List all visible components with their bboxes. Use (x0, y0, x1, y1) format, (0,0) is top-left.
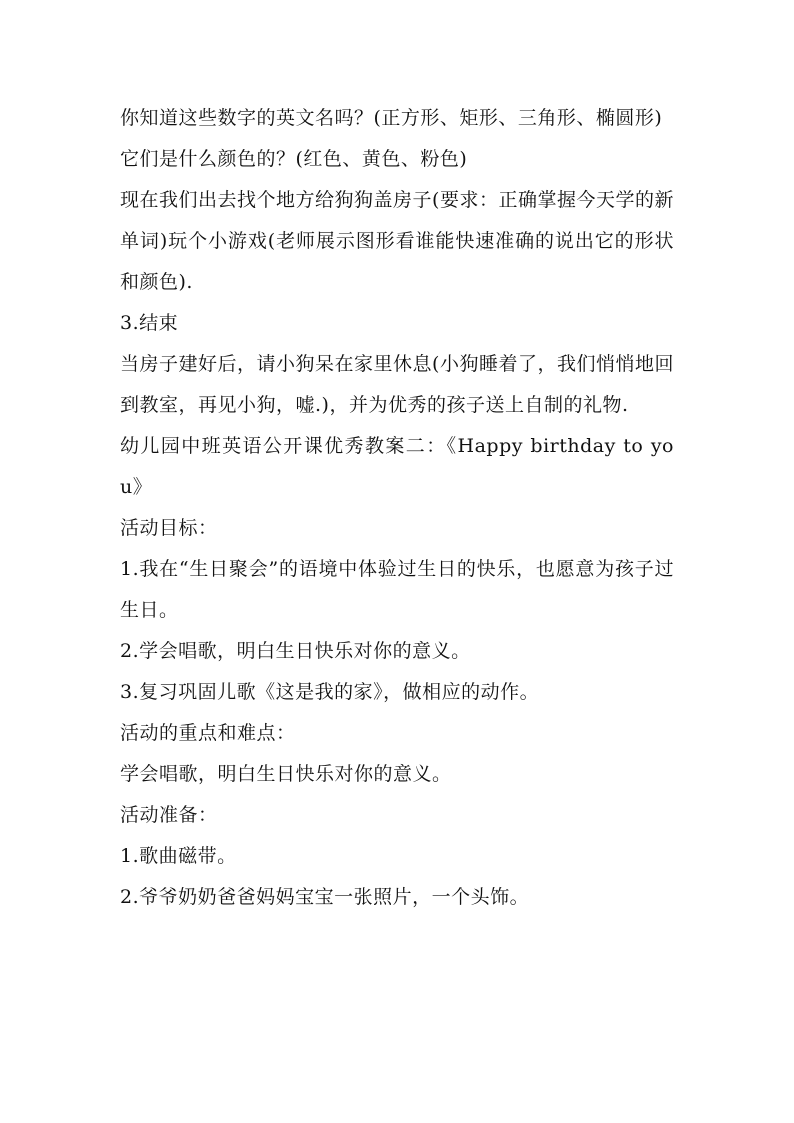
preparation-heading: 活动准备： (120, 804, 218, 826)
activity-goal-3: 3.复习巩固儿歌《这是我的家》，做相应的动作。 (120, 681, 540, 703)
paragraph-ending-heading: 3.结束 (120, 312, 179, 334)
preparation-item-2: 2.爷爷奶奶爸爸妈妈宝宝一张照片，一个头饰。 (120, 886, 530, 908)
activity-goal-2: 2.学会唱歌，明白生日快乐对你的意义。 (120, 640, 471, 662)
lesson-two-title: 幼儿园中班英语公开课优秀教案二：《Happy birthday to you》 (120, 435, 674, 498)
key-points-heading: 活动的重点和难点： (120, 722, 296, 744)
preparation-item-1: 1.歌曲磁带。 (120, 845, 237, 867)
key-points-content: 学会唱歌，明白生日快乐对你的意义。 (120, 763, 452, 785)
activity-goals-heading: 活动目标： (120, 517, 218, 539)
paragraph-doghouse-game: 现在我们出去找个地方给狗狗盖房子(要求：正确掌握今天学的新单词)玩个小游戏(老师展示图形看谁能快速准确的说出它的形状和颜色). (120, 189, 674, 293)
paragraph-ending-content: 当房子建好后，请小狗呆在家里休息(小狗睡着了，我们悄悄地回到教室，再见小狗，嘘.)，并为优秀的孩子送上自制的礼物. (120, 353, 674, 416)
activity-goal-1: 1.我在“生日聚会”的语境中体验过生日的快乐，也愿意为孩子过生日。 (120, 558, 674, 621)
document-body (120, 98, 674, 918)
paragraph-color-question: 它们是什么颜色的？(红色、黄色、粉色) (120, 148, 468, 170)
paragraph-shape-question: 你知道这些数字的英文名吗？(正方形、矩形、三角形、椭圆形) (120, 107, 663, 129)
